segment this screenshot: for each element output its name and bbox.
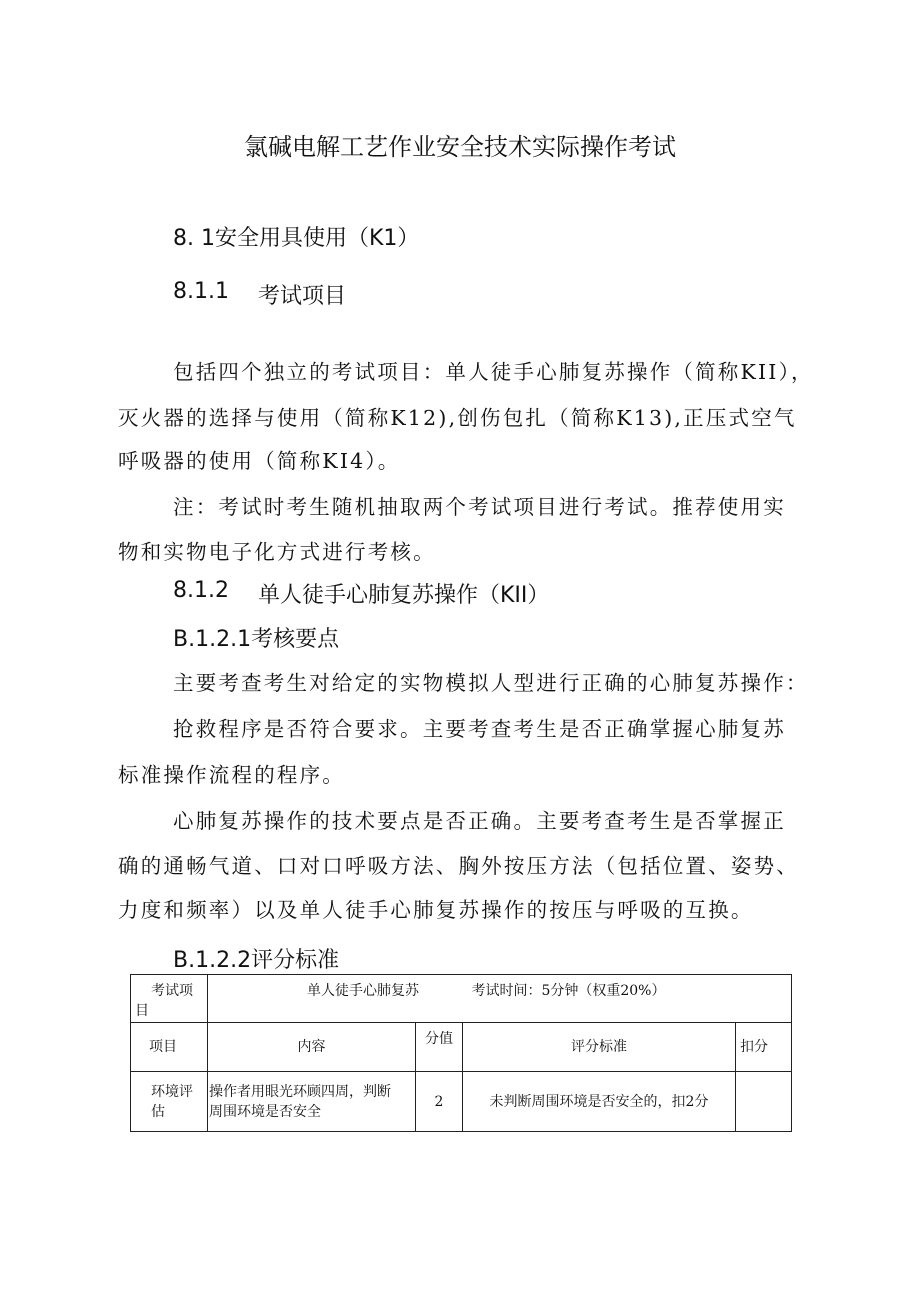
header-exam-cell [208,975,792,1023]
col-score-header: 分值 [416,1023,463,1072]
section-8-1-2-title: 单人徒手心肺复苏操作（KII） [258,583,550,608]
col-deduct-header: 扣分 [736,1023,792,1072]
col-item-header: 项目 [131,1023,208,1072]
note-line-2: 物和实物电子化方式进行考核。 [118,540,436,564]
section-8-1-heading: 8. 1安全用具使用（K1） [173,226,420,251]
section-8-1-1-number: 8.1.1 [173,279,229,304]
table-header-row [131,975,792,1023]
row-content-line-2: 周围环境是否安全 [209,1103,321,1120]
row-content-line-1: 操作者用眼光环顾四周，判断 [209,1083,391,1100]
exam-time: 考试时间：5分钟（权重20%） [471,983,666,999]
header-item-cell [131,975,208,1023]
page-title: 氯碱电解工艺作业安全技术实际操作考试 [244,133,676,161]
paragraph-5-line-3: 力度和频率）以及单人徒手心肺复苏操作的按压与呼吸的互换。 [118,898,754,922]
section-b-1-2-2-heading: B.1.2.2评分标准 [173,948,340,973]
col-criteria-header: 评分标准 [463,1023,736,1072]
col-content-header: 内容 [208,1023,416,1072]
section-b-1-2-1-heading: B.1.2.1考核要点 [173,627,340,652]
paragraph-4-line-1: 抢救程序是否符合要求。主要考查考生是否正确掌握心肺复苏 [173,717,786,741]
note-line-1: 注：考试时考生随机抽取两个考试项目进行考试。推荐使用实 [173,495,786,519]
row-item-line-1: 环境评 [151,1083,193,1100]
scoring-table [130,974,792,1132]
header-item-line-2: 目 [135,1003,149,1019]
table-row [131,1072,792,1132]
table-column-header-row [131,1023,792,1072]
row-item-line-2: 估 [151,1103,165,1120]
row-deduct-cell [736,1072,792,1132]
section-8-1-1-title: 考试项目 [258,284,347,309]
row-content-cell [208,1072,416,1132]
row-item-cell [131,1072,208,1132]
paragraph-3: 主要考查考生对给定的实物模拟人型进行正确的心肺复苏操作： [173,671,809,695]
row-criteria-cell: 未判断周围环境是否安全的，扣2分 [463,1072,736,1132]
row-score-cell: 2 [416,1072,463,1132]
paragraph-5-line-1: 心肺复苏操作的技术要点是否正确。主要考查考生是否掌握正 [173,809,786,833]
paragraph-5-line-2: 确的通畅气道、口对口呼吸方法、胸外按压方法（包括位置、姿势、 [118,854,799,878]
paragraph-1-line-3: 呼吸器的使用（简称KI4）。 [118,449,401,473]
paragraph-1-line-1: 包括四个独立的考试项目：单人徒手心肺复苏操作（简称KII）， [173,360,814,384]
paragraph-1-line-2: 灭火器的选择与使用（简称K12),创伤包扎（简称K13),正压式空气 [118,406,797,430]
section-8-1-2-number: 8.1.2 [173,578,229,603]
header-item-line-1: 考试项 [151,983,193,999]
exam-item-name: 单人徒手心肺复苏 [307,983,419,999]
paragraph-4-line-2: 标准操作流程的程序。 [118,763,345,787]
